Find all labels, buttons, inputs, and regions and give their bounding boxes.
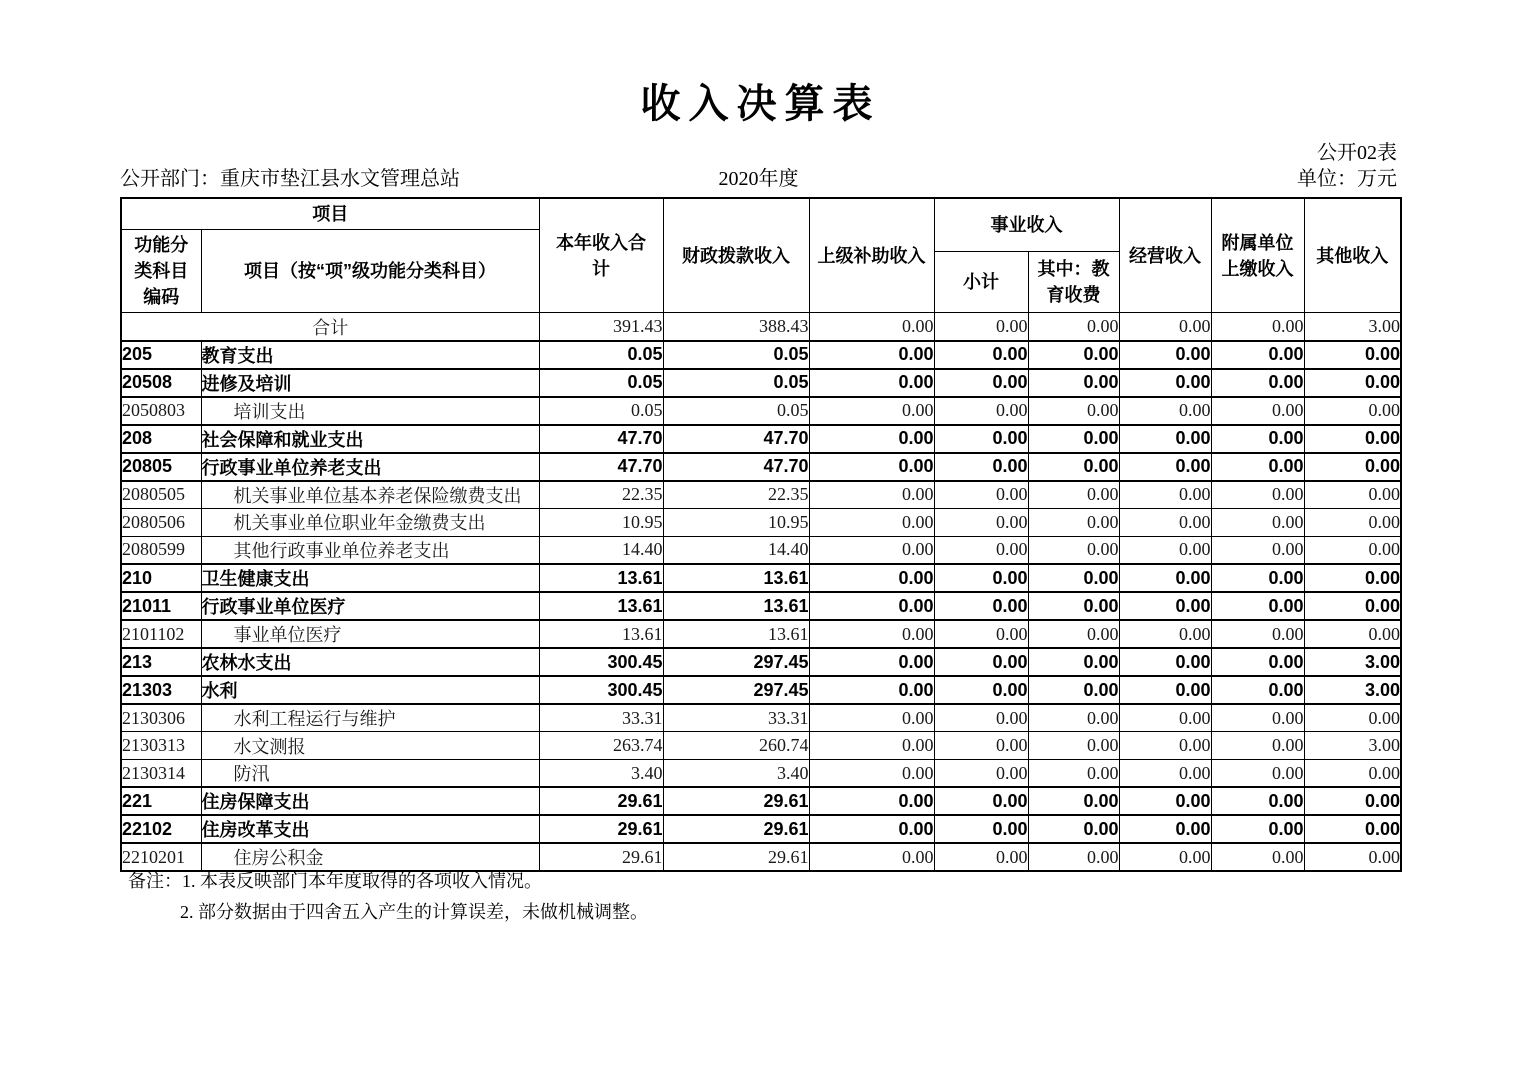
table-row <box>121 648 1401 676</box>
value-cell: 0.00 <box>809 453 934 481</box>
function-code-cell: 205 <box>121 341 201 369</box>
function-code-cell: 2080599 <box>121 536 201 564</box>
value-cell: 0.00 <box>1211 425 1304 453</box>
value-cell: 297.45 <box>663 676 809 704</box>
function-code-cell: 21303 <box>121 676 201 704</box>
table-row <box>121 564 1401 592</box>
table-row <box>121 815 1401 843</box>
value-cell: 0.00 <box>1028 732 1119 760</box>
value-cell: 0.00 <box>1119 481 1211 509</box>
function-code-cell: 2101102 <box>121 620 201 648</box>
value-cell: 13.61 <box>539 620 663 648</box>
value-cell: 0.00 <box>1119 732 1211 760</box>
notes-block <box>128 866 648 928</box>
value-cell: 0.00 <box>1028 341 1119 369</box>
table-row <box>121 676 1401 704</box>
value-cell: 0.00 <box>809 787 934 815</box>
year-label: 2020年度 <box>718 168 799 190</box>
item-name-cell: 事业单位医疗 <box>201 620 539 648</box>
value-cell: 0.00 <box>1028 843 1119 871</box>
value-cell: 0.00 <box>809 704 934 732</box>
value-cell: 0.00 <box>1028 508 1119 536</box>
function-code-cell: 21011 <box>121 592 201 620</box>
value-cell: 0.00 <box>1119 787 1211 815</box>
value-cell: 3.40 <box>663 760 809 788</box>
value-cell: 0.05 <box>539 397 663 425</box>
item-name-cell: 行政事业单位养老支出 <box>201 453 539 481</box>
item-name-cell: 进修及培训 <box>201 369 539 397</box>
function-code-cell: 2080505 <box>121 481 201 509</box>
value-cell: 0.00 <box>934 676 1028 704</box>
value-cell: 0.05 <box>663 369 809 397</box>
value-cell: 29.61 <box>539 843 663 871</box>
note-line-1: 备注：1. 本表反映部门本年度取得的各项收入情况。 <box>128 871 542 891</box>
table-row <box>121 592 1401 620</box>
value-cell: 47.70 <box>663 453 809 481</box>
value-cell: 0.00 <box>1119 592 1211 620</box>
table-body <box>121 313 1401 872</box>
value-cell: 0.00 <box>1119 564 1211 592</box>
value-cell: 0.00 <box>1211 843 1304 871</box>
value-cell: 13.61 <box>539 592 663 620</box>
value-cell: 0.00 <box>1304 397 1401 425</box>
unit-label: 单位：万元 <box>1297 168 1397 190</box>
value-cell: 0.00 <box>1211 481 1304 509</box>
value-cell: 0.00 <box>1304 704 1401 732</box>
value-cell: 0.00 <box>1304 508 1401 536</box>
value-cell: 0.00 <box>809 341 934 369</box>
value-cell: 47.70 <box>539 425 663 453</box>
table-row <box>121 313 1401 341</box>
value-cell: 0.00 <box>1028 425 1119 453</box>
value-cell: 10.95 <box>539 508 663 536</box>
value-cell: 0.00 <box>809 481 934 509</box>
value-cell: 0.00 <box>934 481 1028 509</box>
value-cell: 0.00 <box>1119 369 1211 397</box>
value-cell: 0.00 <box>934 369 1028 397</box>
value-cell: 0.00 <box>1211 508 1304 536</box>
header-business-income-group: 事业收入 <box>934 198 1119 252</box>
value-cell: 13.61 <box>663 592 809 620</box>
value-cell: 0.00 <box>1211 564 1304 592</box>
value-cell: 0.00 <box>934 787 1028 815</box>
value-cell: 10.95 <box>663 508 809 536</box>
header-item-name: 项目（按“项”级功能分类科目） <box>201 230 539 313</box>
value-cell: 0.00 <box>934 648 1028 676</box>
value-cell: 0.00 <box>809 397 934 425</box>
value-cell: 0.00 <box>1028 481 1119 509</box>
value-cell: 0.00 <box>809 732 934 760</box>
item-name-cell: 水文测报 <box>201 732 539 760</box>
value-cell: 33.31 <box>539 704 663 732</box>
item-name-cell: 水利 <box>201 676 539 704</box>
item-name-cell: 住房保障支出 <box>201 787 539 815</box>
value-cell: 0.00 <box>1119 760 1211 788</box>
function-code-cell: 208 <box>121 425 201 453</box>
value-cell: 3.00 <box>1304 676 1401 704</box>
function-code-cell: 2080506 <box>121 508 201 536</box>
item-name-cell: 其他行政事业单位养老支出 <box>201 536 539 564</box>
value-cell: 0.00 <box>1028 760 1119 788</box>
department-label: 公开部门：重庆市垫江县水文管理总站 <box>120 168 460 190</box>
value-cell: 300.45 <box>539 676 663 704</box>
value-cell: 0.00 <box>809 536 934 564</box>
value-cell: 0.00 <box>934 592 1028 620</box>
value-cell: 0.00 <box>1119 313 1211 341</box>
value-cell: 0.00 <box>1119 508 1211 536</box>
function-code-cell: 2130306 <box>121 704 201 732</box>
table-row <box>121 787 1401 815</box>
value-cell: 0.00 <box>934 425 1028 453</box>
header-year-total: 本年收入合计 <box>539 198 663 313</box>
value-cell: 0.00 <box>1211 313 1304 341</box>
value-cell: 29.61 <box>539 787 663 815</box>
value-cell: 29.61 <box>663 815 809 843</box>
value-cell: 0.00 <box>809 425 934 453</box>
value-cell: 47.70 <box>539 453 663 481</box>
value-cell: 14.40 <box>663 536 809 564</box>
value-cell: 0.05 <box>539 369 663 397</box>
function-code-cell: 20805 <box>121 453 201 481</box>
value-cell: 0.00 <box>934 564 1028 592</box>
value-cell: 0.00 <box>1028 313 1119 341</box>
function-code-cell: 210 <box>121 564 201 592</box>
value-cell: 0.00 <box>809 648 934 676</box>
value-cell: 0.00 <box>1211 536 1304 564</box>
total-label-cell: 合计 <box>121 313 539 341</box>
value-cell: 388.43 <box>663 313 809 341</box>
value-cell: 0.00 <box>1211 760 1304 788</box>
value-cell: 0.00 <box>1028 787 1119 815</box>
item-name-cell: 培训支出 <box>201 397 539 425</box>
value-cell: 0.00 <box>1028 704 1119 732</box>
table-row <box>121 453 1401 481</box>
value-cell: 0.00 <box>934 704 1028 732</box>
value-cell: 3.40 <box>539 760 663 788</box>
value-cell: 0.00 <box>809 843 934 871</box>
function-code-cell: 213 <box>121 648 201 676</box>
item-name-cell: 行政事业单位医疗 <box>201 592 539 620</box>
table-row <box>121 760 1401 788</box>
value-cell: 0.00 <box>1304 760 1401 788</box>
value-cell: 263.74 <box>539 732 663 760</box>
value-cell: 0.00 <box>1028 620 1119 648</box>
value-cell: 0.00 <box>934 815 1028 843</box>
value-cell: 47.70 <box>663 425 809 453</box>
value-cell: 0.00 <box>1211 369 1304 397</box>
value-cell: 0.00 <box>1304 620 1401 648</box>
value-cell: 0.05 <box>663 341 809 369</box>
value-cell: 0.00 <box>1211 397 1304 425</box>
value-cell: 0.00 <box>809 592 934 620</box>
value-cell: 0.00 <box>934 313 1028 341</box>
value-cell: 0.00 <box>1119 704 1211 732</box>
value-cell: 0.05 <box>663 397 809 425</box>
value-cell: 0.00 <box>1304 453 1401 481</box>
value-cell: 0.00 <box>1211 732 1304 760</box>
value-cell: 0.00 <box>934 732 1028 760</box>
value-cell: 0.00 <box>1119 536 1211 564</box>
value-cell: 29.61 <box>539 815 663 843</box>
value-cell: 391.43 <box>539 313 663 341</box>
value-cell: 0.00 <box>1028 397 1119 425</box>
table-row <box>121 620 1401 648</box>
value-cell: 0.00 <box>1211 592 1304 620</box>
value-cell: 0.00 <box>1119 425 1211 453</box>
table-row <box>121 341 1401 369</box>
value-cell: 0.00 <box>1028 815 1119 843</box>
value-cell: 0.00 <box>1028 453 1119 481</box>
value-cell: 0.00 <box>1211 787 1304 815</box>
value-cell: 29.61 <box>663 787 809 815</box>
function-code-cell: 22102 <box>121 815 201 843</box>
value-cell: 0.00 <box>1119 843 1211 871</box>
value-cell: 0.00 <box>934 453 1028 481</box>
value-cell: 0.00 <box>1028 592 1119 620</box>
item-name-cell: 教育支出 <box>201 341 539 369</box>
note-line-2: 2. 部分数据由于四舍五入产生的计算误差，未做机械调整。 <box>180 902 648 922</box>
value-cell: 0.00 <box>809 564 934 592</box>
value-cell: 0.00 <box>934 508 1028 536</box>
function-code-cell: 2130313 <box>121 732 201 760</box>
table-row <box>121 704 1401 732</box>
table-code-label: 公开02表 <box>1317 142 1397 164</box>
header-affiliated-income: 附属单位上缴收入 <box>1211 198 1304 313</box>
value-cell: 0.00 <box>1119 453 1211 481</box>
meta-row <box>120 162 1397 191</box>
value-cell: 13.61 <box>663 564 809 592</box>
value-cell: 0.00 <box>1304 481 1401 509</box>
table-row <box>121 397 1401 425</box>
value-cell: 3.00 <box>1304 313 1401 341</box>
value-cell: 0.00 <box>1304 341 1401 369</box>
item-name-cell: 住房改革支出 <box>201 815 539 843</box>
value-cell: 0.00 <box>1119 397 1211 425</box>
value-cell: 0.00 <box>1304 564 1401 592</box>
function-code-cell: 2050803 <box>121 397 201 425</box>
value-cell: 0.00 <box>1304 787 1401 815</box>
item-name-cell: 水利工程运行与维护 <box>201 704 539 732</box>
value-cell: 0.00 <box>809 369 934 397</box>
header-business-education-fee: 其中：教育收费 <box>1028 252 1119 313</box>
value-cell: 0.00 <box>1211 676 1304 704</box>
value-cell: 0.00 <box>1304 843 1401 871</box>
value-cell: 0.00 <box>934 536 1028 564</box>
value-cell: 0.05 <box>539 341 663 369</box>
table-row <box>121 425 1401 453</box>
table-row <box>121 536 1401 564</box>
value-cell: 0.00 <box>809 760 934 788</box>
function-code-cell: 221 <box>121 787 201 815</box>
header-superior-subsidy: 上级补助收入 <box>809 198 934 313</box>
item-name-cell: 卫生健康支出 <box>201 564 539 592</box>
value-cell: 0.00 <box>1028 369 1119 397</box>
value-cell: 0.00 <box>1211 620 1304 648</box>
value-cell: 0.00 <box>1211 341 1304 369</box>
value-cell: 22.35 <box>539 481 663 509</box>
value-cell: 0.00 <box>1119 815 1211 843</box>
function-code-cell: 2130314 <box>121 760 201 788</box>
value-cell: 0.00 <box>934 341 1028 369</box>
header-business-subtotal: 小计 <box>934 252 1028 313</box>
value-cell: 0.00 <box>809 815 934 843</box>
value-cell: 0.00 <box>934 397 1028 425</box>
item-name-cell: 机关事业单位基本养老保险缴费支出 <box>201 481 539 509</box>
table-row <box>121 369 1401 397</box>
header-item-group: 项目 <box>121 198 539 230</box>
table-row <box>121 732 1401 760</box>
value-cell: 22.35 <box>663 481 809 509</box>
value-cell: 13.61 <box>539 564 663 592</box>
value-cell: 0.00 <box>809 313 934 341</box>
value-cell: 0.00 <box>1028 648 1119 676</box>
value-cell: 0.00 <box>1211 815 1304 843</box>
value-cell: 0.00 <box>1119 341 1211 369</box>
value-cell: 297.45 <box>663 648 809 676</box>
header-operating-income: 经营收入 <box>1119 198 1211 313</box>
value-cell: 3.00 <box>1304 732 1401 760</box>
item-name-cell: 机关事业单位职业年金缴费支出 <box>201 508 539 536</box>
value-cell: 0.00 <box>934 843 1028 871</box>
value-cell: 0.00 <box>1028 564 1119 592</box>
page-title: 收入决算表 <box>640 82 881 126</box>
table-row <box>121 508 1401 536</box>
value-cell: 0.00 <box>1304 815 1401 843</box>
income-final-accounts-table <box>120 197 1402 872</box>
table-row <box>121 481 1401 509</box>
value-cell: 0.00 <box>1211 453 1304 481</box>
value-cell: 0.00 <box>1304 536 1401 564</box>
header-other-income: 其他收入 <box>1304 198 1401 313</box>
value-cell: 0.00 <box>1028 676 1119 704</box>
value-cell: 0.00 <box>934 620 1028 648</box>
value-cell: 0.00 <box>1211 648 1304 676</box>
value-cell: 0.00 <box>809 676 934 704</box>
value-cell: 0.00 <box>1119 620 1211 648</box>
table-header <box>121 198 1401 313</box>
value-cell: 0.00 <box>1304 425 1401 453</box>
function-code-cell: 2210201 <box>121 843 201 871</box>
value-cell: 3.00 <box>1304 648 1401 676</box>
value-cell: 0.00 <box>1211 704 1304 732</box>
value-cell: 0.00 <box>1119 648 1211 676</box>
value-cell: 0.00 <box>809 508 934 536</box>
value-cell: 14.40 <box>539 536 663 564</box>
value-cell: 29.61 <box>663 843 809 871</box>
function-code-cell: 20508 <box>121 369 201 397</box>
value-cell: 0.00 <box>1119 676 1211 704</box>
item-name-cell: 农林水支出 <box>201 648 539 676</box>
item-name-cell: 住房公积金 <box>201 843 539 871</box>
value-cell: 0.00 <box>809 620 934 648</box>
value-cell: 33.31 <box>663 704 809 732</box>
item-name-cell: 防汛 <box>201 760 539 788</box>
value-cell: 0.00 <box>1304 369 1401 397</box>
item-name-cell: 社会保障和就业支出 <box>201 425 539 453</box>
header-fiscal-income: 财政拨款收入 <box>663 198 809 313</box>
value-cell: 0.00 <box>1304 592 1401 620</box>
value-cell: 13.61 <box>663 620 809 648</box>
header-function-code: 功能分类科目编码 <box>121 230 201 313</box>
value-cell: 300.45 <box>539 648 663 676</box>
value-cell: 260.74 <box>663 732 809 760</box>
value-cell: 0.00 <box>1028 536 1119 564</box>
value-cell: 0.00 <box>934 760 1028 788</box>
